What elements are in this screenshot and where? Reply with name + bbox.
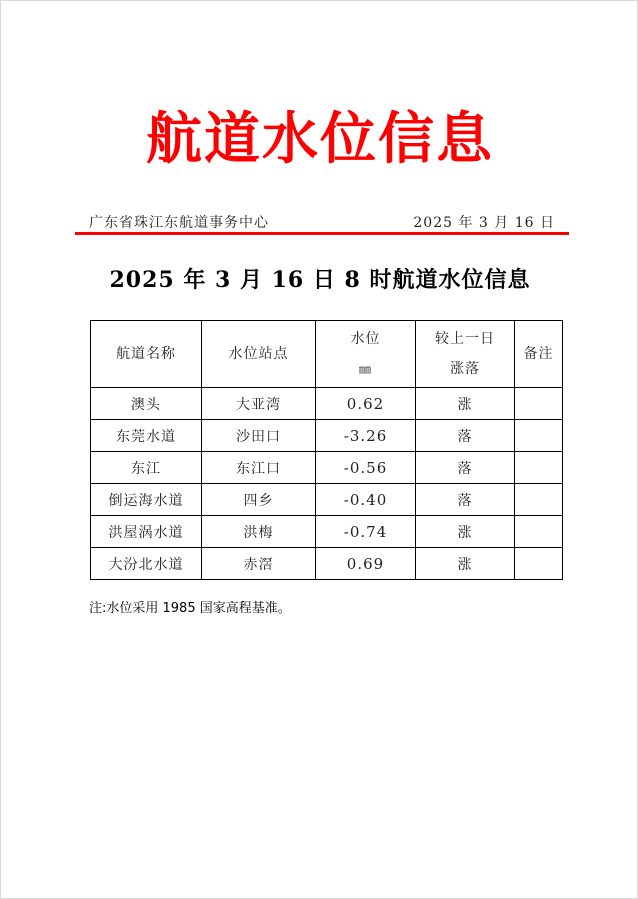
main-title: 航道水位信息	[146, 107, 494, 172]
table-title: 2025 年 3 月 16 日 8 时航道水位信息	[109, 267, 531, 293]
red-divider	[75, 232, 569, 235]
table-row	[91, 484, 563, 516]
header-water-level	[316, 321, 416, 388]
cell-daily-change: 涨	[416, 548, 515, 580]
table-row	[91, 452, 563, 484]
cell-note	[515, 548, 563, 580]
issuer-row	[89, 212, 555, 232]
cell-water-level: -0.74	[316, 516, 416, 548]
header-water-level-unit: ㎜	[358, 362, 372, 376]
cell-channel-name: 倒运海水道	[91, 484, 202, 516]
cell-station: 洪梅	[202, 516, 316, 548]
cell-note	[515, 484, 563, 516]
cell-note	[515, 452, 563, 484]
cell-station: 沙田口	[202, 420, 316, 452]
cell-station: 赤滘	[202, 548, 316, 580]
table-row	[91, 548, 563, 580]
cell-daily-change: 涨	[416, 516, 515, 548]
cell-note	[515, 388, 563, 420]
cell-channel-name: 东莞水道	[91, 420, 202, 452]
cell-channel-name: 大汾北水道	[91, 548, 202, 580]
cell-water-level: 0.62	[316, 388, 416, 420]
cell-channel-name: 洪屋涡水道	[91, 516, 202, 548]
cell-note	[515, 420, 563, 452]
water-level-table	[90, 320, 563, 580]
table-header-row	[91, 321, 563, 388]
table-row	[91, 388, 563, 420]
cell-water-level: -0.40	[316, 484, 416, 516]
cell-daily-change: 落	[416, 420, 515, 452]
table-row	[91, 420, 563, 452]
header-note: 备注	[515, 321, 563, 388]
issuer-name: 广东省珠江东航道事务中心	[89, 215, 269, 231]
cell-water-level: -3.26	[316, 420, 416, 452]
issue-date: 2025 年 3 月 16 日	[413, 215, 555, 231]
header-station: 水位站点	[202, 321, 316, 388]
cell-water-level: 0.69	[316, 548, 416, 580]
cell-daily-change: 涨	[416, 388, 515, 420]
table-row	[91, 516, 563, 548]
header-daily-change-line2: 涨落	[450, 361, 480, 377]
header-daily-change-line1: 较上一日	[435, 331, 495, 347]
cell-water-level: -0.56	[316, 452, 416, 484]
cell-station: 四乡	[202, 484, 316, 516]
cell-daily-change: 落	[416, 452, 515, 484]
header-water-level-label: 水位	[350, 331, 381, 347]
header-daily-change	[416, 321, 515, 388]
cell-station: 东江口	[202, 452, 316, 484]
cell-channel-name: 澳头	[91, 388, 202, 420]
cell-station: 大亚湾	[202, 388, 316, 420]
cell-note	[515, 516, 563, 548]
cell-daily-change: 落	[416, 484, 515, 516]
header-channel-name: 航道名称	[91, 321, 202, 388]
datum-footnote: 注:水位采用 1985 国家高程基准。	[89, 601, 291, 616]
cell-channel-name: 东江	[91, 452, 202, 484]
